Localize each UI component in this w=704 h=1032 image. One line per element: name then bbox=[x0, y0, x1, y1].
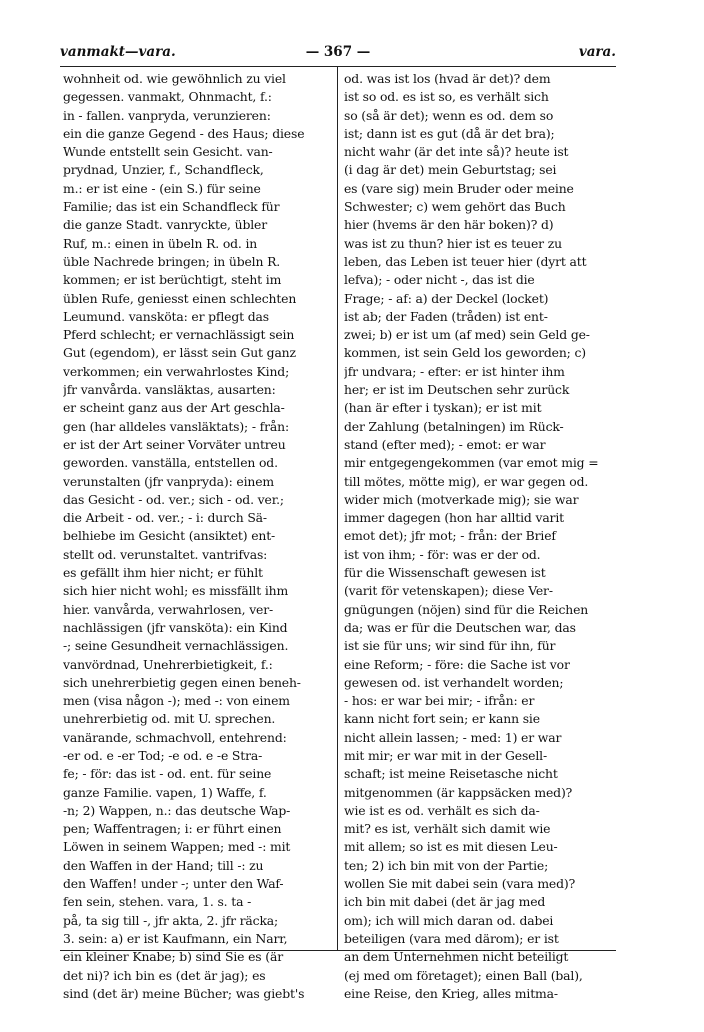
text-line: gewesen od. ist verhandelt worden; bbox=[344, 674, 564, 690]
text-line: mit allem; so ist es mit diesen Leu- bbox=[344, 839, 558, 855]
text-line: es (vare sig) mein Bruder oder meine bbox=[344, 180, 574, 196]
text-line: wollen Sie mit dabei sein (vara med)? bbox=[344, 876, 576, 892]
header-guide-word-right: vara. bbox=[578, 44, 616, 60]
text-line: wohnheit od. wie gewöhnlich zu viel bbox=[63, 71, 286, 86]
text-line: ist von ihm; - för: was er der od. bbox=[344, 546, 541, 562]
text-line: mitgenommen (är kappsäcken med)? bbox=[344, 784, 573, 800]
text-line: lefva); - oder nicht -, das ist die bbox=[344, 272, 535, 288]
text-line: stand (efter med); - emot: er war bbox=[344, 436, 546, 452]
text-line: m.: er ist eine - (ein S.) für seine bbox=[63, 180, 261, 196]
text-line: (varit för vetenskapen); diese Ver- bbox=[344, 583, 553, 599]
text-line: stellt od. verunstaltet. vantrifvas: bbox=[63, 546, 268, 562]
text-line: på, ta sig till -, jfr akta, 2. jfr räcka; bbox=[63, 912, 279, 928]
text-line: die ganze Stadt. vanryckte, übler bbox=[63, 217, 268, 233]
text-line: nachlässigen (jfr vansköta): ein Kind bbox=[63, 619, 288, 635]
text-line: den Waffen in der Hand; till -: zu bbox=[63, 857, 264, 873]
text-line: er scheint ganz aus der Art geschla- bbox=[63, 400, 285, 416]
text-line: sind (det är) meine Bücher; was giebt's bbox=[63, 985, 305, 1001]
left-column bbox=[63, 70, 333, 1003]
text-line: wider mich (motverkade mig); sie war bbox=[344, 491, 579, 507]
text-line: Schwester; c) wem gehört das Buch bbox=[344, 199, 566, 215]
text-line: pen; Waffentragen; i: er führt einen bbox=[63, 821, 282, 837]
text-line: (i dag är det) mein Geburtstag; sei bbox=[344, 162, 557, 178]
text-line: jfr vanvårda. vansläktas, ausarten: bbox=[63, 382, 276, 398]
text-line: zwei; b) er ist um (af med) sein Geld ge- bbox=[344, 327, 590, 343]
text-line: 3. sein: a) er ist Kaufmann, ein Narr, bbox=[63, 930, 288, 946]
text-line: für die Wissenschaft gewesen ist bbox=[344, 565, 546, 581]
text-line: - hos: er war bei mir; - ifrån: er bbox=[344, 693, 535, 709]
text-line: in - fallen. vanpryda, verunzieren: bbox=[63, 107, 271, 123]
text-line: ich bin mit dabei (det är jag med bbox=[344, 894, 546, 910]
text-line: Wunde entstellt sein Gesicht. van- bbox=[63, 144, 273, 160]
text-line: fen sein, stehen. vara, 1. s. ta - bbox=[63, 894, 252, 910]
text-line: -er od. e -er Tod; -e od. e -e Stra- bbox=[63, 747, 263, 763]
text-line: üble Nachrede bringen; in übeln R. bbox=[63, 253, 281, 269]
text-line: Ruf, m.: einen in übeln R. od. in bbox=[63, 235, 258, 251]
text-line: nicht allein lassen; - med: 1) er war bbox=[344, 729, 562, 745]
right-column bbox=[344, 70, 614, 1003]
text-line: die Arbeit - od. ver.; - i: durch Sä- bbox=[63, 510, 267, 526]
text-line: beteiligen (vara med därom); er ist bbox=[344, 930, 559, 946]
text-line: Pferd schlecht; er vernachlässigt sein bbox=[63, 327, 295, 343]
text-line: (han är efter i tyskan); er ist mit bbox=[344, 400, 542, 416]
text-line: ist so od. es ist so, es verhält sich bbox=[344, 89, 549, 105]
text-line: ist ab; der Faden (tråden) ist ent- bbox=[344, 308, 548, 324]
text-line: belhiebe im Gesicht (ansiktet) ent- bbox=[63, 528, 276, 544]
text-line: -; seine Gesundheit vernachlässigen. bbox=[63, 638, 289, 654]
text-line: mit mir; er war mit in der Gesell- bbox=[344, 747, 547, 763]
text-line: an dem Unternehmen nicht beteiligt bbox=[344, 949, 569, 965]
text-line: prydnad, Unzier, f., Schandfleck, bbox=[63, 162, 264, 178]
text-line: immer dagegen (hon har alltid varit bbox=[344, 510, 564, 526]
text-line: vanvördnad, Unehrerbietigkeit, f.: bbox=[63, 656, 273, 672]
text-line: gegessen. vanmakt, Ohnmacht, f.: bbox=[63, 89, 272, 105]
text-line: eine Reise, den Krieg, alles mitma- bbox=[344, 985, 558, 1001]
text-line: nicht wahr (är det inte så)? heute ist bbox=[344, 144, 569, 160]
text-line: er ist der Art seiner Vorväter untreu bbox=[63, 436, 286, 452]
header-guide-words-left: vanmakt—vara. bbox=[60, 44, 176, 60]
text-line: ein kleiner Knabe; b) sind Sie es (är bbox=[63, 949, 283, 965]
top-rule bbox=[60, 66, 616, 67]
text-line: kann nicht fort sein; er kann sie bbox=[344, 711, 540, 727]
text-line: wie ist es od. verhält es sich da- bbox=[344, 802, 540, 818]
text-line: was ist zu thun? hier ist es teuer zu bbox=[344, 235, 562, 251]
text-line: der Zahlung (betalningen) im Rück- bbox=[344, 418, 564, 434]
text-line: ein die ganze Gegend - des Haus; diese bbox=[63, 125, 305, 141]
text-line: men (visa någon -); med -: von einem bbox=[63, 693, 290, 709]
text-line: mit? es ist, verhält sich damit wie bbox=[344, 821, 551, 837]
text-line: -n; 2) Wappen, n.: das deutsche Wap- bbox=[63, 802, 291, 818]
text-line: fe; - för: das ist - od. ent. für seine bbox=[63, 766, 272, 782]
page-number: — 367 — bbox=[305, 44, 371, 60]
text-line: mir entgegengekommen (var emot mig = bbox=[344, 455, 599, 471]
text-line: da; was er für die Deutschen war, das bbox=[344, 619, 576, 635]
text-line: hier (hvems är den här boken)? d) bbox=[344, 217, 554, 233]
text-line: Familie; das ist ein Schandfleck für bbox=[63, 199, 280, 215]
text-line: üblen Rufe, geniesst einen schlechten bbox=[63, 290, 297, 306]
text-line: verkommen; ein verwahrlostes Kind; bbox=[63, 363, 290, 379]
text-line: geworden. vanställa, entstellen od. bbox=[63, 455, 278, 471]
text-line: das Gesicht - od. ver.; sich - od. ver.; bbox=[63, 491, 284, 507]
text-line: Leumund. vansköta: er pflegt das bbox=[63, 308, 269, 324]
text-line: ist; dann ist es gut (då är det bra); bbox=[344, 125, 555, 141]
text-line: det ni)? ich bin es (det är jag); es bbox=[63, 967, 266, 983]
column-divider bbox=[337, 66, 338, 950]
text-line: om); ich will mich daran od. dabei bbox=[344, 912, 554, 928]
text-line: eine Reform; - före: die Sache ist vor bbox=[344, 656, 570, 672]
text-line: so (så är det); wenn es od. dem so bbox=[344, 107, 554, 123]
text-line: sich unehrerbietig gegen einen beneh- bbox=[63, 674, 301, 690]
text-line: od. was ist los (hvad är det)? dem bbox=[344, 71, 551, 86]
text-line: es gefällt ihm hier nicht; er fühlt bbox=[63, 565, 263, 581]
text-line: leben, das Leben ist teuer hier (dyrt att bbox=[344, 253, 587, 269]
text-line: verunstalten (jfr vanpryda): einem bbox=[63, 473, 275, 489]
text-line: till mötes, mötte mig), er war gegen od. bbox=[344, 473, 589, 489]
text-line: Löwen in seinem Wappen; med -: mit bbox=[63, 839, 291, 855]
text-line: gnügungen (nöjen) sind für die Reichen bbox=[344, 601, 589, 617]
text-line: ist sie für uns; wir sind für ihn, für bbox=[344, 638, 556, 654]
text-line: vanärande, schmachvoll, entehrend: bbox=[63, 729, 287, 745]
text-line: den Waffen! under -; unter den Waf- bbox=[63, 876, 284, 892]
text-line: ten; 2) ich bin mit von der Partie; bbox=[344, 857, 549, 873]
text-line: ganze Familie. vapen, 1) Waffe, f. bbox=[63, 784, 267, 800]
running-head bbox=[60, 44, 616, 66]
text-line: emot det); jfr mot; - från: der Brief bbox=[344, 528, 556, 544]
text-line: unehrerbietig od. mit U. sprechen. bbox=[63, 711, 276, 727]
text-line: Frage; - af: a) der Deckel (locket) bbox=[344, 290, 549, 306]
text-line: jfr undvara; - efter: er ist hinter ihm bbox=[344, 363, 565, 379]
text-line: schaft; ist meine Reisetasche nicht bbox=[344, 766, 558, 782]
text-line: (ej med om företaget); einen Ball (bal), bbox=[344, 967, 583, 983]
text-line: kommen; er ist berüchtigt, steht im bbox=[63, 272, 282, 288]
text-line: gen (har alldeles vansläktats); - från: bbox=[63, 418, 289, 434]
text-line: sich hier nicht wohl; es missfällt ihm bbox=[63, 583, 289, 599]
text-line: kommen, ist sein Geld los geworden; c) bbox=[344, 345, 586, 361]
text-line: hier. vanvårda, verwahrlosen, ver- bbox=[63, 601, 274, 617]
text-line: her; er ist im Deutschen sehr zurück bbox=[344, 382, 570, 398]
text-line: Gut (egendom), er lässt sein Gut ganz bbox=[63, 345, 296, 361]
